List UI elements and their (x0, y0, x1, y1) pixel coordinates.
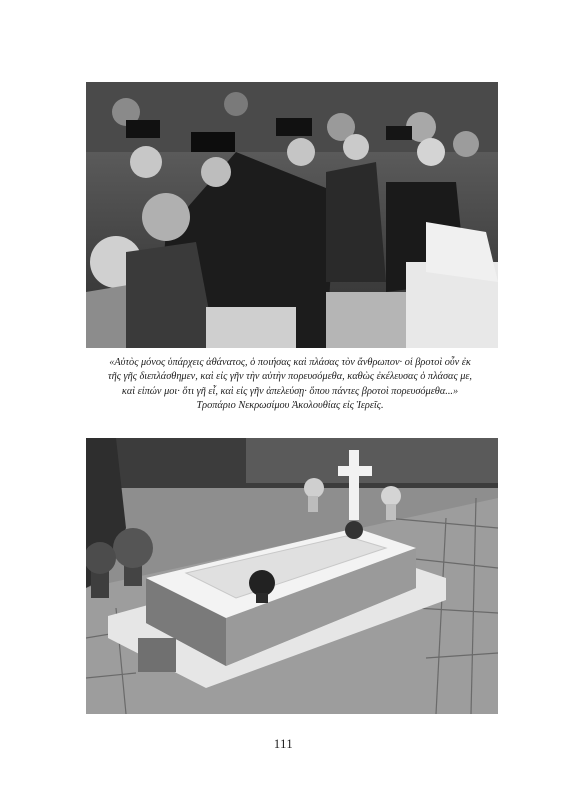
caption-line-1: «Αὐτὸς μόνος ὑπάρχεις ἀθάνατος, ὁ ποιήσας καὶ πλάσας τὸν ἄνθρωπον· οἱ βροτοὶ οὖν ἐκ (109, 357, 471, 368)
burial-service-photo (86, 82, 498, 348)
caption-line-3: καὶ εἰπών μοι· ὅτι γῆ εἶ, καὶ εἰς γῆν ἀπελεύσῃ· ὅπου πάντες βροτοὶ πορευσόμεθα...» (121, 385, 459, 397)
caption-source: Τροπάριο Νεκρωσίμου Ἀκολουθίας εἰς Ἱερεῖς. (196, 400, 384, 412)
caption-line-2: τῆς γῆς διεπλάσθημεν, καὶ εἰς γῆν τὴν αὐτὴν πορευσόμεθα, καθὼς ἐκέλευσας ὁ πλάσας με, (108, 371, 472, 383)
photo-caption (70, 356, 510, 414)
page-number: 111 (273, 737, 294, 751)
tomb-photo (86, 438, 498, 714)
